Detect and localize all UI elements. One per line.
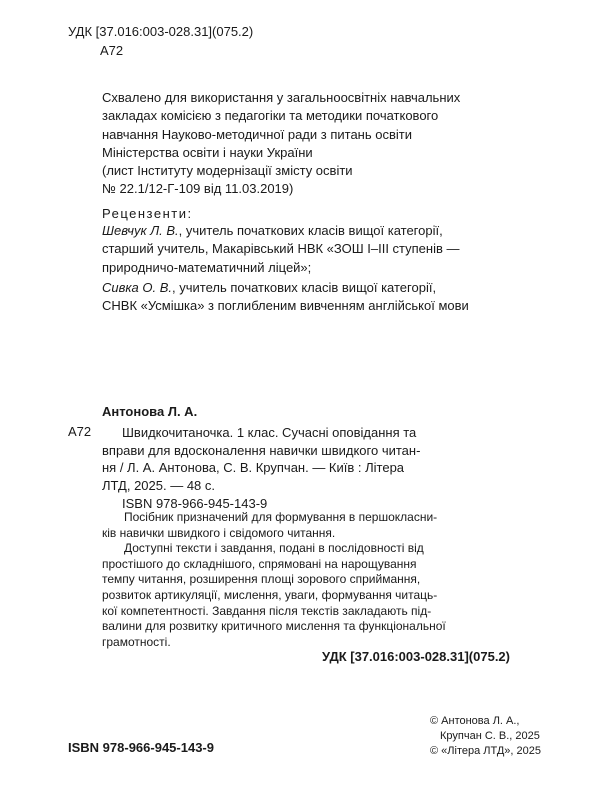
bibliographic-description bbox=[102, 424, 522, 513]
isbn-line: ISBN 978-966-945-143-9 bbox=[122, 495, 268, 511]
biblio-line: ня / Л. А. Антонова, С. В. Крупчан. — Київ : Літера bbox=[102, 460, 405, 476]
reviewer-1-line2: старший учитель, Макарівський НВК «ЗОШ І–ІІІ ступенів — bbox=[102, 241, 460, 257]
author-mark-side: А72 bbox=[68, 424, 92, 439]
annotation-line: простішого до складнішого, спрямовані на нарощування bbox=[102, 556, 417, 571]
reviewer-1-line1 bbox=[102, 222, 532, 240]
reviewer-1-line3: природничо-математичний ліцей»; bbox=[102, 259, 312, 275]
reviewer-2-line1 bbox=[102, 279, 532, 297]
biblio-line: Швидкочитаночка. 1 клас. Сучасні оповідання та bbox=[122, 425, 417, 440]
copyright-line: © Антонова Л. А., bbox=[430, 715, 520, 727]
approval-line: (лист Інституту модернізації змісту освіти bbox=[102, 163, 353, 179]
reviewer-2-line2: СНВК «Усмішка» з поглибленим вивченням англійської мови bbox=[102, 298, 469, 314]
reviewer-2 bbox=[102, 279, 532, 316]
biblio-line: ЛТД, 2025. — 48 с. bbox=[102, 478, 216, 494]
author-mark-top: А72 bbox=[100, 43, 124, 58]
copyright-line: Крупчан С. В., 2025 bbox=[440, 730, 540, 742]
annotation-line: валини для розвитку критичного мислення та функціональної bbox=[102, 619, 446, 634]
reviewer-2-position: , учитель початкових класів вищої категорії, bbox=[172, 280, 437, 295]
approval-line: № 22.1/12-Г-109 від 11.03.2019) bbox=[102, 181, 294, 197]
udk-code-bottom: УДК [37.016:003-028.31](075.2) bbox=[322, 649, 510, 664]
reviewer-1-position: , учитель початкових класів вищої категорії, bbox=[178, 223, 443, 238]
annotation-line: ків навички швидкого і свідомого читання. bbox=[102, 525, 336, 540]
annotation bbox=[102, 510, 532, 650]
reviewer-2-name: Сивка О. В. bbox=[102, 280, 173, 295]
reviewer-1 bbox=[102, 222, 532, 277]
author-name: Антонова Л. А. bbox=[102, 404, 198, 419]
approval-line: закладах комісією з педагогіки та методики початкового bbox=[102, 108, 439, 124]
approval-line: навчання Науково-методичної ради з питань освіти bbox=[102, 126, 412, 142]
biblio-line: вправи для вдосконалення навички швидкого читан- bbox=[102, 442, 421, 458]
isbn-bottom: ISBN 978-966-945-143-9 bbox=[68, 740, 214, 755]
copyright-line: © «Літера ЛТД», 2025 bbox=[430, 745, 541, 757]
approval-line: Міністерства освіти і науки України bbox=[102, 144, 313, 160]
annotation-line: Посібник призначений для формування в першокласни- bbox=[124, 510, 438, 524]
reviewers-heading: Рецензенти: bbox=[102, 206, 193, 221]
udk-code-top: УДК [37.016:003-028.31](075.2) bbox=[68, 24, 254, 39]
copyright-block bbox=[430, 714, 541, 759]
annotation-line: темпу читання, розширення площі зорового сприймання, bbox=[102, 572, 421, 587]
annotation-line: розвиток артикуляції, мислення, уваги, формування читаць- bbox=[102, 587, 438, 602]
approval-line: Схвалено для використання у загальноосвітніх навчальних bbox=[102, 90, 461, 105]
annotation-line: кої компетентності. Завдання після текстів закладають під- bbox=[102, 603, 432, 618]
annotation-line: грамотності. bbox=[102, 634, 171, 649]
approval-statement bbox=[102, 89, 522, 199]
annotation-line: Доступні тексти і завдання, подані в послідовності від bbox=[124, 541, 424, 556]
reviewer-1-name: Шевчук Л. В. bbox=[102, 223, 179, 238]
